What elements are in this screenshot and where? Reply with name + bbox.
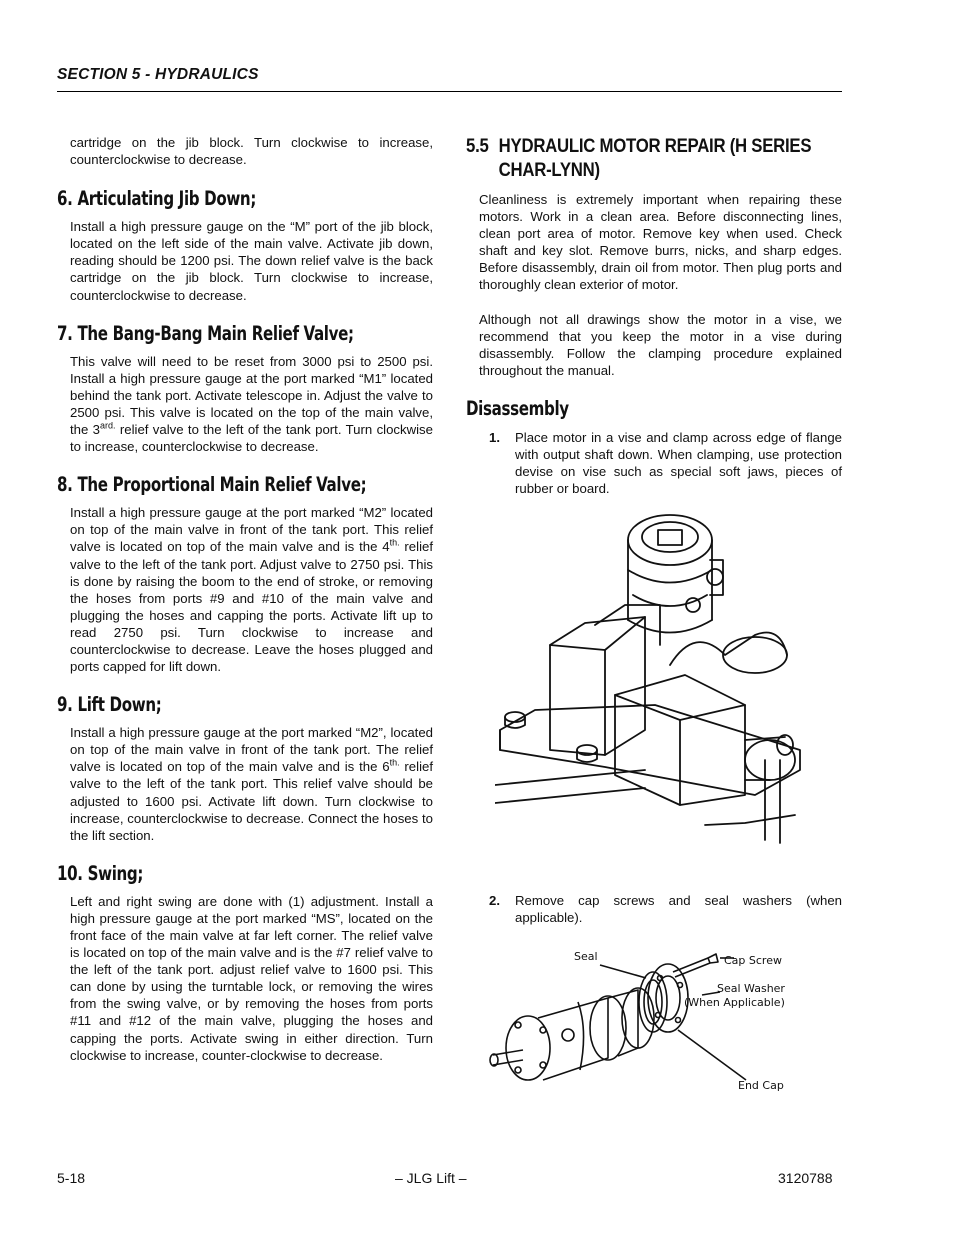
document-number: 3120788 [778,1170,833,1186]
label-seal: Seal [574,950,598,963]
label-cap-screw: Cap Screw [724,954,782,967]
paragraph-vise-recommendation: Although not all drawings show the motor in a vise, we recommend that you keep the motor in a vise during disassembly. Follow the clamping procedure explained throughout the manual. [479,311,842,378]
section-title-line1: HYDRAULIC MOTOR REPAIR (H SERIES [498,135,812,157]
label-end-cap: End Cap [738,1079,784,1092]
heading-bang-bang-relief: 7. The Bang-Bang Main Relief Valve; [57,321,354,345]
step-2 [466,892,842,926]
intro-paragraph: cartridge on the jib block. Turn clockwise to increase, counterclockwise to decrease. [70,135,433,168]
motor-in-vise-illustration [495,505,805,845]
paragraph-swing: Left and right swing are done with (1) adjustment. Install a high pressure gauge at the port marked “MS”, located on the front face of the main valve at far left corner. The relief valve is located on top of the main valve and is the #7 relief valve to the left of the tank port. adjust relief valve to 1600 psi. This can done by using the turntable lock, or removing the wires from the swing valve, or by removing the hoses from ports #11 and #12 of the main valve, plugging the hoses and capping the ports. Activate swing in either direction. Turn clockwise to increase, counter-clockwise to decrease. [70,893,433,1063]
section-header: SECTION 5 - HYDRAULICS [57,66,259,83]
label-when-applicable: (When Applicable) [684,996,785,1009]
label-seal-washer: Seal Washer [717,982,785,995]
page-number: 5-18 [57,1170,86,1186]
paragraph-articulating-jib-down: Install a high pressure gauge on the “M” port of the jib block, located on the left side of the main valve. Activate jib down, reading should be 1200 psi. The down relief valve is the back cartridge on the jib block. Turn clockwise to increase, counterclockwise to decrease. [70,219,433,303]
section-title-line2: CHAR-LYNN) [498,159,600,181]
step-1 [466,429,842,497]
paragraph-proportional-relief: Install a high pressure gauge at the port marked “M2” located on top of the main valve in front of the tank port. This relief valve is located on top of the main valve and is the $4^{th.}$ relief valve to the left of the tank port. Adjust valve to 2750 psi. This is done by raising the boom to the end of stroke, or removing the hoses from ports #9 and #10 of the main valve and plugging the hoses and capping the ports. Activate lift up to read 2750 psi. Turn clockwise to increase and counterclockwise to decrease. Leave the hoses plugged and ports capped for lift down. [70,505,433,675]
step-2-number: 2. [489,893,500,908]
heading-swing: 10. Swing; [57,861,144,885]
right-column [466,134,842,497]
paragraph-cleanliness: Cleanliness is extremely important when repairing these motors. Work in a clean area. Before disconnecting lines, clean port area of motor. Remove key when used. Check shaft and key slot. Remove burrs, nicks, and sharp edges. Before disassembly, drain oil from motor. Then plug ports and thoroughly clean exterior of motor. [479,192,842,293]
step-2-text: Remove cap screws and seal washers (when applicable). [515,893,842,926]
section-number: 5.5 [466,135,489,157]
paragraph-bang-bang-relief: This valve will need to be reset from 3000 psi to 2500 psi. Install a high pressure gauge at the port marked “M1” located behind the tank port. Activate telescope in. Adjust the valve to 2500 psi. This valve is located on the top of the main valve, the $3^{ard.}$ relief valve to the left of the tank port. Turn clockwise to increase, counterclockwise to decrease. [70,353,433,455]
heading-proportional-relief: 8. The Proportional Main Relief Valve; [57,473,367,497]
footer-publisher: – JLG Lift – [395,1170,467,1186]
section-title [466,134,812,182]
header-rule [57,91,842,92]
heading-articulating-jib-down: 6. Articulating Jib Down; [57,187,257,211]
step-1-number: 1. [489,429,500,445]
paragraph-lift-down: Install a high pressure gauge at the port marked “M2”, located on top of the main valve in front of the tank port. The relief valve is located on top of the main valve and is the $6^{th.}$ relief valve to the left of the tank port. This relief valve should be adjusted to 1600 psi. Activate lift down. Turn clockwise to increase, counterclockwise to decrease. Connect the hoses to the lift section. [70,725,433,843]
motor-exploded-illustration [488,940,798,1100]
step-1-text: Place motor in a vise and clamp across edge of flange with output shaft down. When clamping, use protection devise on vise such as special soft jaws, pieces of rubber or board. [515,429,842,497]
heading-disassembly: Disassembly [466,396,569,420]
heading-lift-down: 9. Lift Down; [57,693,162,717]
left-column [57,134,433,1064]
